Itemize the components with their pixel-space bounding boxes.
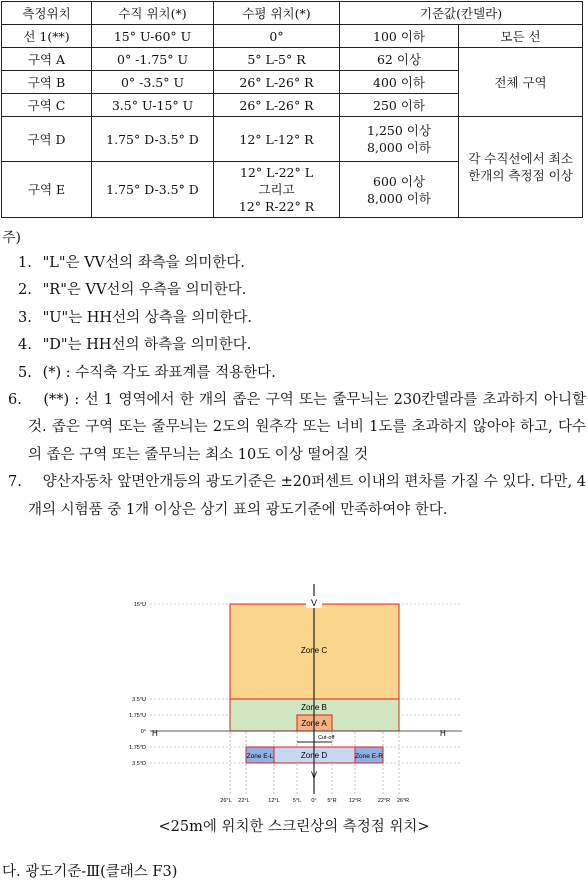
cell-horizontal: 26° L-26° R [214, 94, 340, 117]
header-location: 측정위치 [2, 2, 92, 25]
cell-vertical: 3.5° U-15° U [92, 94, 214, 117]
note-item [8, 469, 587, 524]
luminous-intensity-table [1, 1, 583, 218]
note-item [18, 277, 586, 304]
notes-heading: 주) [2, 230, 21, 246]
table-row [2, 117, 583, 162]
table-row [2, 25, 583, 48]
cell-horizontal: 5° L-5° R [214, 48, 340, 71]
note-number: 4. [18, 337, 32, 354]
cell-scope-each-line [459, 117, 583, 218]
table-row [2, 48, 583, 71]
cell-location: 구역 C [2, 94, 92, 117]
note-number: 3. [18, 309, 32, 326]
x-tick: 22°R [377, 798, 391, 804]
cell-value: 400 이하 [340, 71, 459, 94]
note-number: 5. [18, 364, 32, 381]
cell-value: 62 이상 [340, 48, 459, 71]
note-item [18, 305, 586, 332]
cell-location: 선 1(**) [2, 25, 92, 48]
note-item [18, 360, 586, 387]
note-text: "U"는 HH선의 상측을 의미한다. [42, 309, 252, 326]
value-line: 8,000 이하 [367, 190, 431, 206]
cell-location: 구역 B [2, 71, 92, 94]
note-item [18, 332, 586, 359]
header-vertical: 수직 위치(*) [92, 2, 214, 25]
section-heading: 다. 광도기준-Ⅲ(클래스 F3) [2, 864, 178, 880]
note-text: "D"는 HH선의 하측을 의미한다. [42, 337, 252, 354]
horizontal-line: 12° L-22° L [239, 165, 314, 180]
cell-horizontal: 12° L-12° R [214, 117, 340, 162]
cell-vertical: 0° -1.75° U [92, 48, 214, 71]
figure-caption: <25m에 위치한 스크린상의 측정점 위치> [158, 819, 430, 835]
notes-list [8, 250, 587, 524]
zone-d-label: Zone D [300, 751, 328, 760]
cell-vertical: 15° U-60° U [92, 25, 214, 48]
note-number: 1. [18, 255, 32, 271]
value-line: 1,250 이상 [367, 123, 431, 138]
note-number: 7. [8, 474, 22, 491]
note-text: "L"은 VV선의 좌측을 의미한다. [42, 255, 246, 271]
zone-b-label: Zone B [301, 703, 327, 712]
value-line: 600 이상 [373, 173, 425, 189]
horizontal-line: 그리고 [258, 182, 295, 197]
zone-a-label: Zone A [301, 719, 327, 728]
x-tick: 26°R [396, 798, 410, 804]
x-tick: 22°L [238, 798, 250, 804]
x-tick: 26°L [220, 798, 232, 804]
value-line: 8,000 이하 [367, 140, 431, 155]
v-label-top: V [310, 598, 318, 608]
note-item [18, 250, 586, 277]
x-tick: 12°R [348, 798, 362, 804]
note-text: (*) : 수직축 각도 좌표계를 적용한다. [42, 364, 276, 381]
y-tick: 15°U [133, 602, 146, 608]
cell-scope: 모든 선 [459, 25, 583, 48]
x-tick: 12°L [268, 798, 280, 804]
cell-vertical: 1.75° D-3.5° D [92, 117, 214, 162]
y-tick: 3.5°D [132, 761, 146, 767]
scope-line: 각 수직선에서 최소 [468, 151, 573, 166]
horizontal-line: 12° R-22° R [238, 199, 315, 214]
cell-location: 구역 A [2, 48, 92, 71]
x-tick: 0° [311, 798, 317, 804]
zone-e-right-label: Zone E-R [355, 753, 383, 760]
header-horizontal: 수평 위치(*) [214, 2, 340, 25]
note-number: 6. [8, 392, 22, 409]
y-tick-labels [129, 602, 146, 767]
h-label-right: H [440, 729, 446, 738]
scope-line: 한개의 측정점 이상 [468, 168, 573, 183]
y-tick: 3.5°U [132, 697, 146, 703]
cell-horizontal: 0° [214, 25, 340, 48]
note-text: "R"은 VV선의 우측을 의미한다. [42, 282, 247, 299]
cell-horizontal: 26° L-26° R [214, 71, 340, 94]
table-header-row [2, 2, 583, 25]
v-label-bottom: V [310, 770, 318, 780]
x-tick: 5°R [327, 798, 337, 804]
y-tick: 0° [140, 729, 146, 735]
measurement-point-diagram [122, 582, 468, 806]
cell-value [340, 117, 459, 162]
cell-value: 250 이하 [340, 94, 459, 117]
x-tick-labels [220, 798, 409, 804]
note-number: 2. [18, 282, 32, 299]
y-tick: 1.75°D [129, 745, 146, 751]
note-text: (**) : 선 1 영역에서 한 개의 좁은 구역 또는 줄무늬는 230칸델라를 초과하지 아니할 것. 좁은 구역 또는 줄무늬는 2도의 원추각 또는 너비 1도를 초과하지 않아야 하고, 다수의 좁은 구역 또는 줄무늬는 최소 10도 이상 떨어질 것 [28, 392, 586, 463]
cell-horizontal [214, 162, 340, 218]
cell-vertical: 1.75° D-3.5° D [92, 162, 214, 218]
cell-scope-all-zones: 전체 구역 [459, 48, 583, 117]
header-reference-value: 기준값(칸델라) [340, 2, 583, 25]
cell-location: 구역 D [2, 117, 92, 162]
cell-value [340, 162, 459, 218]
cell-value: 100 이하 [340, 25, 459, 48]
note-item [8, 387, 586, 469]
h-label-left: H [152, 729, 158, 738]
cell-vertical: 0° -3.5° U [92, 71, 214, 94]
x-tick: 5°L [292, 798, 302, 804]
zone-c-label: Zone C [300, 646, 328, 655]
zone-e-left-label: Zone E-L [246, 753, 274, 760]
y-tick: 1.75°U [129, 713, 146, 719]
note-text: 양산자동차 앞면안개등의 광도기준은 ±20퍼센트 이내의 편차를 가질 수 있다. 다만, 4개의 시험품 중 1개 이상은 상기 표의 광도기준에 만족하여야 한다. [28, 474, 587, 518]
cell-location: 구역 E [2, 162, 92, 218]
cutoff-label: Cut-off [318, 735, 335, 741]
